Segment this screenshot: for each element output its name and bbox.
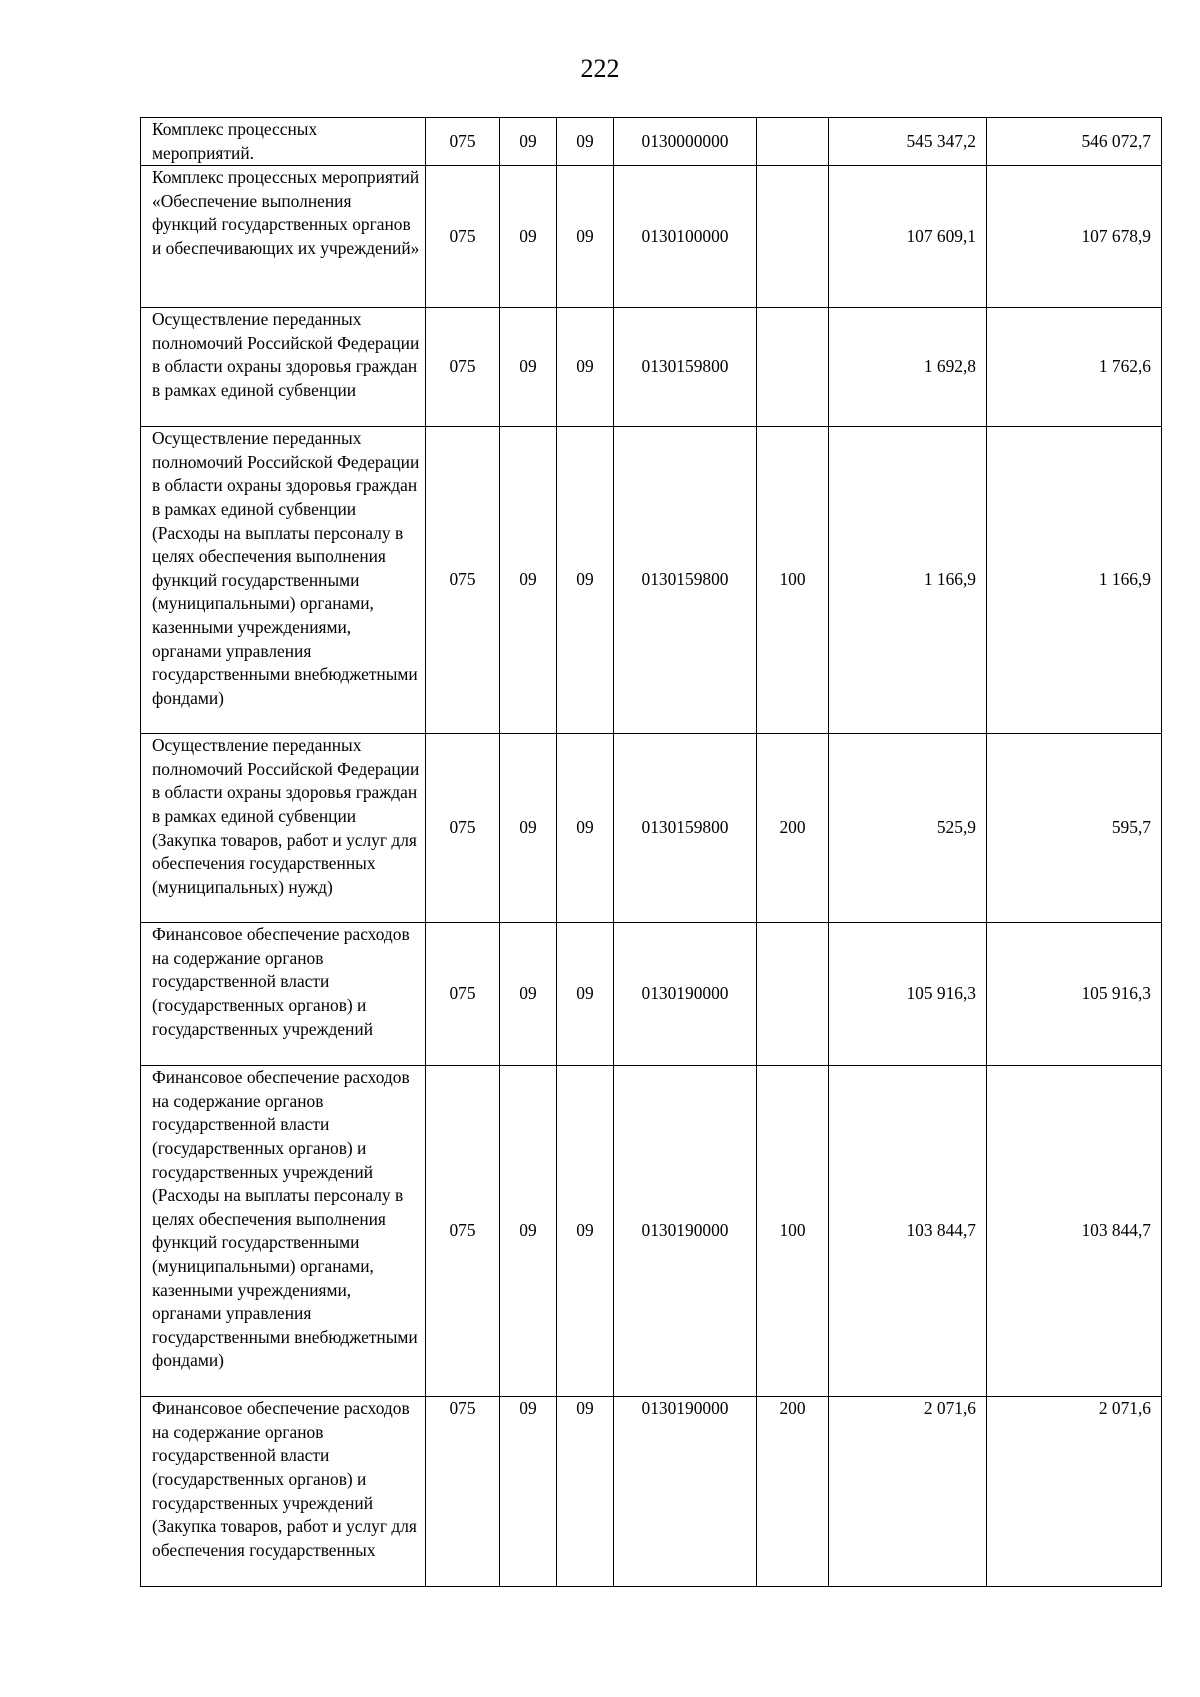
subsection-code: 09	[557, 308, 614, 427]
row-name: Комплекс процессных мероприятий «Обеспечение выполнения функций государственных органов и обеспечивающих их учреждений»	[141, 166, 426, 308]
table-row	[141, 308, 1162, 427]
row-name: Финансовое обеспечение расходов на содержание органов государственной власти (государственных органов) и государственных учреждений (Закупка товаров, работ и услуг для обеспечения государственных	[141, 1397, 426, 1587]
section-code: 09	[500, 923, 557, 1066]
amount-year-2: 107 678,9	[987, 166, 1162, 308]
target-article-code: 0130190000	[614, 1397, 757, 1587]
budget-table	[140, 117, 1162, 1587]
ministry-code: 075	[426, 1066, 500, 1397]
table-row	[141, 923, 1162, 1066]
subsection-code: 09	[557, 734, 614, 923]
target-article-code: 0130159800	[614, 734, 757, 923]
subsection-code: 09	[557, 1397, 614, 1587]
ministry-code: 075	[426, 166, 500, 308]
row-name: Осуществление переданных полномочий Российской Федерации в области охраны здоровья граждан в рамках единой субвенции (Расходы на выплаты персоналу в целях обеспечения выполнения функций государственными (муниципальными) органами, казенными учреждениями, органами управления государственными внебюджетными фондами)	[141, 427, 426, 734]
target-article-code: 0130190000	[614, 1066, 757, 1397]
target-article-code: 0130190000	[614, 923, 757, 1066]
ministry-code: 075	[426, 923, 500, 1066]
table-row	[141, 166, 1162, 308]
amount-year-2: 1 762,6	[987, 308, 1162, 427]
amount-year-2: 1 166,9	[987, 427, 1162, 734]
amount-year-2: 546 072,7	[987, 118, 1162, 166]
expense-type-code: 200	[757, 1397, 829, 1587]
section-code: 09	[500, 166, 557, 308]
expense-type-code	[757, 118, 829, 166]
row-name: Осуществление переданных полномочий Российской Федерации в области охраны здоровья граждан в рамках единой субвенции	[141, 308, 426, 427]
ministry-code: 075	[426, 427, 500, 734]
amount-year-2: 105 916,3	[987, 923, 1162, 1066]
table-row	[141, 118, 1162, 166]
amount-year-1: 105 916,3	[829, 923, 987, 1066]
ministry-code: 075	[426, 308, 500, 427]
section-code: 09	[500, 118, 557, 166]
row-name: Финансовое обеспечение расходов на содержание органов государственной власти (государственных органов) и государственных учреждений (Расходы на выплаты персоналу в целях обеспечения выполнения функций государственными (муниципальными) органами, казенными учреждениями, органами управления государственными внебюджетными фондами)	[141, 1066, 426, 1397]
expense-type-code	[757, 923, 829, 1066]
ministry-code: 075	[426, 734, 500, 923]
target-article-code: 0130000000	[614, 118, 757, 166]
target-article-code: 0130159800	[614, 427, 757, 734]
expense-type-code: 100	[757, 1066, 829, 1397]
table-row	[141, 427, 1162, 734]
table-row	[141, 1397, 1162, 1587]
amount-year-1: 107 609,1	[829, 166, 987, 308]
table-row	[141, 734, 1162, 923]
section-code: 09	[500, 308, 557, 427]
expense-type-code	[757, 166, 829, 308]
amount-year-2: 2 071,6	[987, 1397, 1162, 1587]
section-code: 09	[500, 1397, 557, 1587]
amount-year-1: 1 166,9	[829, 427, 987, 734]
amount-year-2: 595,7	[987, 734, 1162, 923]
row-name: Осуществление переданных полномочий Российской Федерации в области охраны здоровья граждан в рамках единой субвенции (Закупка товаров, работ и услуг для обеспечения государственных (муниципальных) нужд)	[141, 734, 426, 923]
subsection-code: 09	[557, 166, 614, 308]
table-row	[141, 1066, 1162, 1397]
ministry-code: 075	[426, 118, 500, 166]
expense-type-code: 100	[757, 427, 829, 734]
subsection-code: 09	[557, 923, 614, 1066]
amount-year-1: 525,9	[829, 734, 987, 923]
amount-year-1: 545 347,2	[829, 118, 987, 166]
subsection-code: 09	[557, 427, 614, 734]
target-article-code: 0130159800	[614, 308, 757, 427]
subsection-code: 09	[557, 1066, 614, 1397]
section-code: 09	[500, 734, 557, 923]
expense-type-code	[757, 308, 829, 427]
amount-year-1: 1 692,8	[829, 308, 987, 427]
expense-type-code: 200	[757, 734, 829, 923]
section-code: 09	[500, 1066, 557, 1397]
amount-year-2: 103 844,7	[987, 1066, 1162, 1397]
amount-year-1: 2 071,6	[829, 1397, 987, 1587]
row-name: Финансовое обеспечение расходов на содержание органов государственной власти (государственных органов) и государственных учреждений	[141, 923, 426, 1066]
section-code: 09	[500, 427, 557, 734]
row-name: Комплекс процессных мероприятий.	[141, 118, 426, 166]
subsection-code: 09	[557, 118, 614, 166]
page-number: 222	[580, 54, 620, 83]
target-article-code: 0130100000	[614, 166, 757, 308]
amount-year-1: 103 844,7	[829, 1066, 987, 1397]
ministry-code: 075	[426, 1397, 500, 1587]
